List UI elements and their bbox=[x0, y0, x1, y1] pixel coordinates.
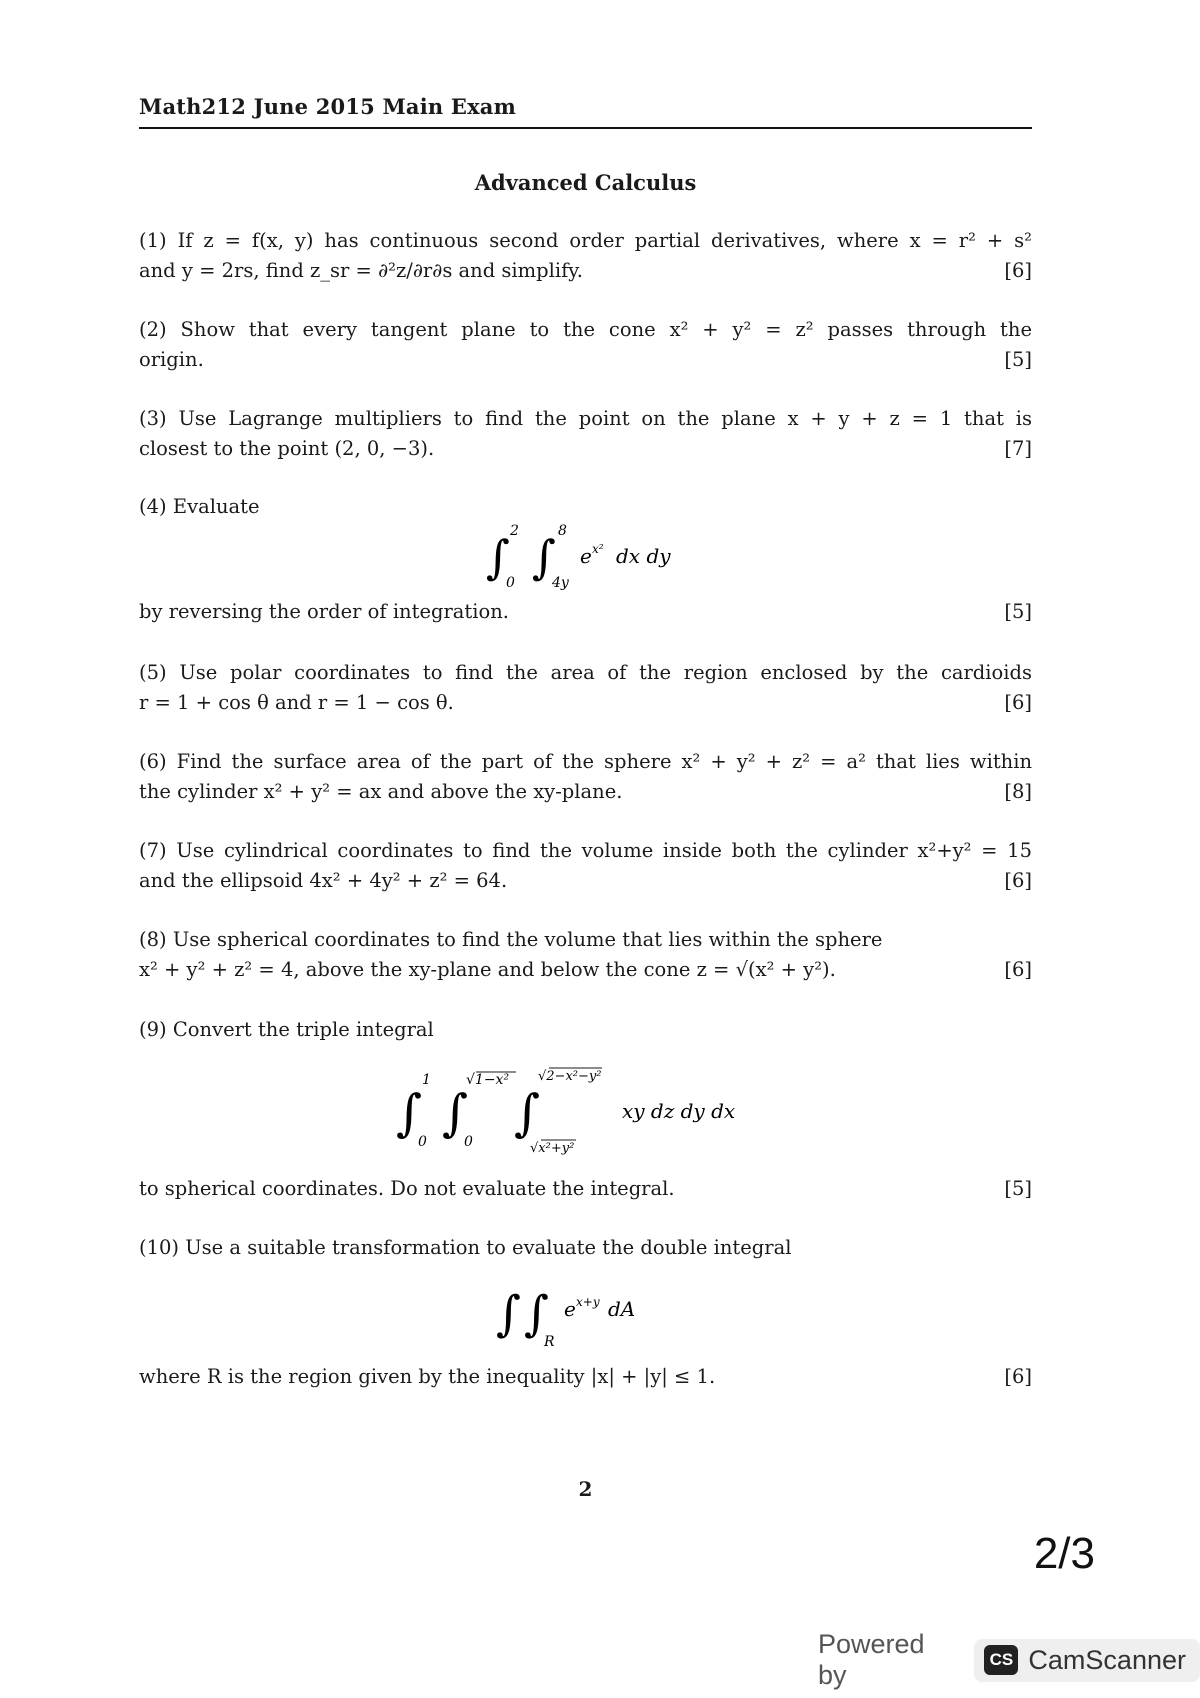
svg-text:∫: ∫ bbox=[513, 1084, 540, 1142]
svg-text:4y: 4y bbox=[551, 575, 569, 591]
question-4-formula bbox=[0, 515, 1171, 601]
question-6-line-1: (6) Find the surface area of the part of the sphere x² + y² + z² = a² that lies within bbox=[139, 750, 1033, 773]
triple-integral-formula bbox=[386, 1058, 786, 1158]
question-9-line-1: (9) Convert the triple integral bbox=[139, 1018, 434, 1041]
svg-text:0: 0 bbox=[505, 575, 515, 591]
question-8 bbox=[139, 925, 1032, 985]
svg-text:dx dy: dx dy bbox=[615, 544, 671, 568]
question-5 bbox=[139, 658, 1032, 718]
question-5-line-1: (5) Use polar coordinates to find the area of the region enclosed by the cardioids bbox=[139, 661, 1032, 684]
svg-text:e: e bbox=[563, 1297, 576, 1321]
svg-text:∫: ∫ bbox=[441, 1084, 468, 1142]
question-10-formula bbox=[0, 1270, 1171, 1356]
question-4-marks: [5] bbox=[1004, 600, 1032, 623]
question-2-line-1: (2) Show that every tangent plane to the cone x² + y² = z² passes through the bbox=[139, 318, 1032, 341]
question-9-intro bbox=[139, 1015, 1032, 1045]
svg-text:∫: ∫ bbox=[523, 1286, 549, 1342]
question-4-line-2: by reversing the order of integration. [5] bbox=[139, 597, 1032, 627]
question-4-line-1: (4) Evaluate bbox=[139, 495, 260, 518]
question-7-marks: [6] bbox=[1004, 869, 1032, 892]
svg-text:0: 0 bbox=[417, 1134, 427, 1150]
question-8-line-2: x² + y² + z² = 4, above the xy-plane and below the cone z = √(x² + y²). [6] bbox=[139, 955, 1032, 985]
question-9-outro bbox=[139, 1174, 1032, 1204]
question-4-outro bbox=[139, 597, 1032, 627]
question-6-marks: [8] bbox=[1004, 780, 1032, 803]
question-2 bbox=[139, 315, 1032, 375]
svg-text:1: 1 bbox=[421, 1072, 431, 1088]
exam-header-title: Math212 June 2015 Main Exam bbox=[139, 94, 517, 119]
double-integral-region-formula bbox=[486, 1270, 686, 1350]
svg-text:∫: ∫ bbox=[395, 1084, 422, 1142]
svg-text:x+y: x+y bbox=[575, 1295, 600, 1309]
watermark-prefix: Powered by bbox=[818, 1629, 925, 1690]
question-1-line-2: and y = 2rs, find z_sr = ∂²z/∂r∂s and simplify. [6] bbox=[139, 256, 1032, 286]
svg-text:∫: ∫ bbox=[485, 530, 510, 584]
svg-text:R: R bbox=[543, 1334, 555, 1350]
question-3-marks: [7] bbox=[1004, 437, 1032, 460]
question-7-line-2: and the ellipsoid 4x² + 4y² + z² = 64. [6] bbox=[139, 866, 1032, 896]
question-1-line-1: (1) If z = f(x, y) has continuous second order partial derivatives, where x = r² + s² bbox=[139, 229, 1032, 252]
question-10-line-1: (10) Use a suitable transformation to evaluate the double integral bbox=[139, 1236, 792, 1259]
question-1-marks: [6] bbox=[1004, 259, 1032, 282]
question-9-line-2: to spherical coordinates. Do not evaluate the integral. [5] bbox=[139, 1174, 1032, 1204]
question-10-marks: [6] bbox=[1004, 1365, 1032, 1388]
svg-text:2: 2 bbox=[509, 523, 519, 539]
svg-text:8: 8 bbox=[557, 523, 567, 539]
section-title: Advanced Calculus bbox=[474, 170, 697, 195]
camscanner-logo-icon: CS bbox=[984, 1645, 1018, 1675]
svg-text:xy dz dy dx: xy dz dy dx bbox=[621, 1099, 735, 1123]
svg-text:√2−x²−y²: √2−x²−y² bbox=[537, 1069, 601, 1084]
double-integral-formula bbox=[476, 515, 696, 595]
svg-text:x²: x² bbox=[591, 542, 604, 556]
header-rule bbox=[139, 127, 1032, 129]
svg-text:∫: ∫ bbox=[531, 530, 556, 584]
svg-text:√x²+y²: √x²+y² bbox=[529, 1141, 574, 1156]
question-5-marks: [6] bbox=[1004, 691, 1032, 714]
question-9-marks: [5] bbox=[1004, 1177, 1032, 1200]
svg-text:∫: ∫ bbox=[495, 1286, 521, 1342]
watermark-brand: CamScanner bbox=[1028, 1644, 1186, 1675]
question-10-line-2: where R is the region given by the inequality |x| + |y| ≤ 1. [6] bbox=[139, 1362, 1032, 1392]
svg-text:dA: dA bbox=[607, 1297, 635, 1321]
question-6 bbox=[139, 747, 1032, 807]
question-10-intro bbox=[139, 1233, 1032, 1263]
question-3-line-2: closest to the point (2, 0, −3). [7] bbox=[139, 434, 1032, 464]
question-7 bbox=[139, 836, 1032, 896]
question-7-line-1: (7) Use cylindrical coordinates to find the volume inside both the cylinder x²+y² = 15 bbox=[139, 839, 1032, 862]
page-counter: 2/3 bbox=[1033, 1529, 1095, 1578]
question-9-formula bbox=[0, 1058, 1171, 1164]
watermark-badge bbox=[974, 1639, 1200, 1682]
camscanner-watermark bbox=[818, 1629, 1200, 1690]
question-3 bbox=[139, 404, 1032, 464]
question-3-line-1: (3) Use Lagrange multipliers to find the point on the plane x + y + z = 1 that is bbox=[139, 407, 1032, 430]
question-2-marks: [5] bbox=[1004, 348, 1032, 371]
question-10-outro bbox=[139, 1362, 1032, 1392]
question-5-line-2: r = 1 + cos θ and r = 1 − cos θ. [6] bbox=[139, 688, 1032, 718]
page-number: 2 bbox=[578, 1477, 593, 1501]
question-8-marks: [6] bbox=[1004, 958, 1032, 981]
question-6-line-2: the cylinder x² + y² = ax and above the xy-plane. [8] bbox=[139, 777, 1032, 807]
svg-text:√1−x²: √1−x² bbox=[465, 1072, 509, 1088]
svg-text:0: 0 bbox=[463, 1134, 473, 1150]
question-2-line-2: origin. [5] bbox=[139, 345, 1032, 375]
svg-text:e: e bbox=[579, 544, 592, 568]
question-8-line-1: (8) Use spherical coordinates to find the volume that lies within the sphere bbox=[139, 928, 883, 951]
question-1 bbox=[139, 226, 1032, 286]
